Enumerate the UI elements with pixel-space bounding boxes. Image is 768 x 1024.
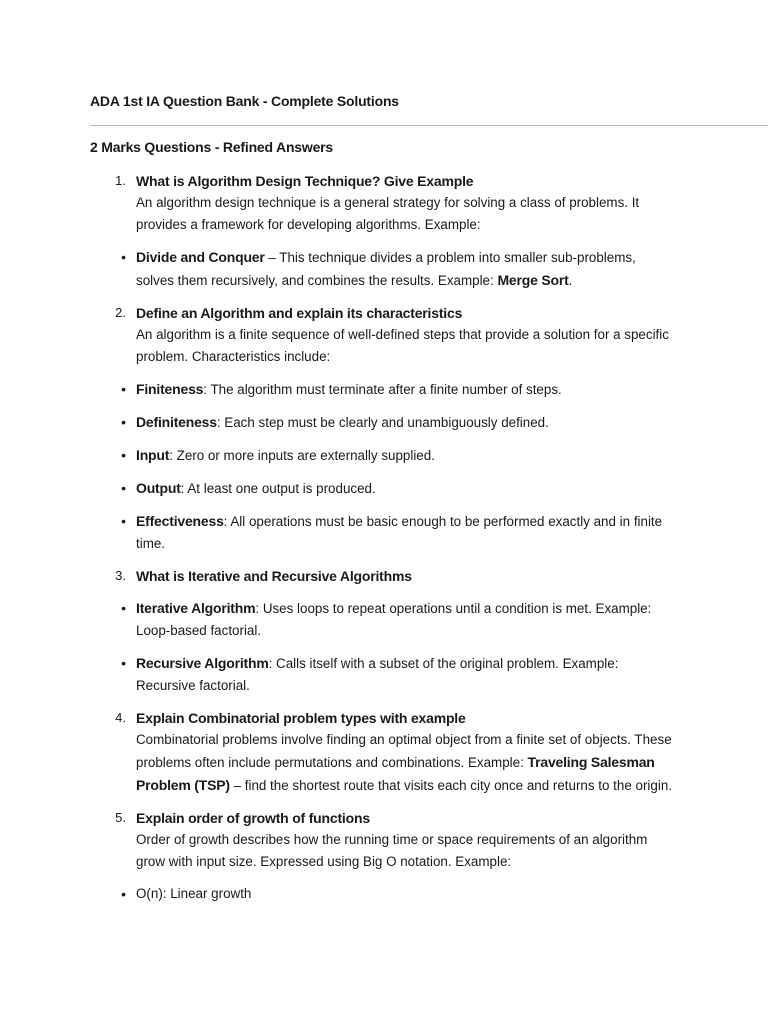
bullet-description: : All operations must be basic enough to be performed exactly and in finite time. xyxy=(136,514,663,551)
bullet-description: : Uses loops to repeat operations until a condition is met. Example: Loop-based factorial. xyxy=(136,601,652,638)
bullet-description: : Zero or more inputs are externally supplied. xyxy=(169,448,435,463)
bullet-item xyxy=(0,411,676,434)
bullet-item xyxy=(0,652,676,697)
document-content xyxy=(0,170,768,905)
document-title: ADA 1st IA Question Bank - Complete Solutions xyxy=(90,93,399,109)
bullet-icon: • xyxy=(121,655,126,671)
question-title: Explain order of growth of functions xyxy=(136,810,370,826)
question-item xyxy=(0,170,676,236)
bullet-item xyxy=(0,444,676,467)
bullet-term: Input xyxy=(136,447,170,463)
question-body xyxy=(136,729,676,797)
bullet-text xyxy=(136,597,676,642)
bullet-term: Output xyxy=(136,480,181,496)
question-body-text: Combinatorial problems involve finding an optimal object from a finite set of objects. These problems often include permutations and combinations. Example: xyxy=(136,732,672,770)
bullet-term: Divide and Conquer xyxy=(136,249,265,265)
bullet-description: : Each step must be clearly and unambiguously defined. xyxy=(216,415,549,430)
list-number: 1. xyxy=(115,173,126,188)
question-body: An algorithm design technique is a general strategy for solving a class of problems. It provides a framework for developing algorithms. Example: xyxy=(136,195,640,232)
bullet-text xyxy=(136,444,676,467)
bullet-term: Recursive Algorithm xyxy=(136,655,269,671)
bullet-text xyxy=(136,652,676,697)
bullet-item xyxy=(0,477,676,500)
bullet-text xyxy=(136,378,676,401)
bullet-description: – This technique divides a problem into smaller sub-problems, solves them recursively, and combines the results. Example: xyxy=(136,250,636,288)
bullet-icon: • xyxy=(121,414,126,430)
bullet-text xyxy=(136,246,676,292)
bullet-item xyxy=(0,246,676,292)
question-title: What is Algorithm Design Technique? Give Example xyxy=(136,173,474,189)
bullet-text: O(n): Linear growth xyxy=(136,886,252,901)
bullet-icon: • xyxy=(121,447,126,463)
bullet-term: Finiteness xyxy=(136,381,204,397)
bullet-icon: • xyxy=(121,381,126,397)
list-number: 4. xyxy=(115,710,126,725)
bullet-description: : At least one output is produced. xyxy=(180,481,376,496)
bullet-icon: • xyxy=(121,249,126,265)
question-item xyxy=(0,807,676,873)
bullet-icon: • xyxy=(121,513,126,529)
bullet-icon: • xyxy=(121,480,126,496)
list-number: 2. xyxy=(115,305,126,320)
bullet-term: Definiteness xyxy=(136,414,217,430)
bullet-emphasis: Merge Sort xyxy=(497,272,569,288)
question-item xyxy=(0,565,676,587)
question-item xyxy=(0,302,676,368)
bullet-punctuation: . xyxy=(568,273,573,288)
list-number: 3. xyxy=(115,568,126,583)
question-title: What is Iterative and Recursive Algorithms xyxy=(136,568,412,584)
question-title: Define an Algorithm and explain its characteristics xyxy=(136,305,463,321)
bullet-item xyxy=(0,597,676,642)
bullet-item xyxy=(0,510,676,555)
bullet-term: Effectiveness xyxy=(136,513,224,529)
bullet-description: : The algorithm must terminate after a finite number of steps. xyxy=(203,382,562,397)
bullet-text xyxy=(136,411,676,434)
bullet-description: : Calls itself with a subset of the original problem. Example: Recursive factorial. xyxy=(136,656,619,693)
question-item xyxy=(0,707,676,797)
question-body-emphasis: Traveling Salesman Problem (TSP) xyxy=(136,754,655,793)
bullet-icon: • xyxy=(121,886,126,902)
title-divider xyxy=(90,125,768,126)
bullet-text xyxy=(136,477,676,500)
question-body: An algorithm is a finite sequence of well-defined steps that provide a solution for a specific problem. Characteristics include: xyxy=(136,327,669,364)
list-number: 5. xyxy=(115,810,126,825)
section-heading: 2 Marks Questions - Refined Answers xyxy=(90,139,333,155)
bullet-icon: • xyxy=(121,600,126,616)
question-body-tail: – find the shortest route that visits each city once and returns to the origin. xyxy=(229,778,672,793)
bullet-item xyxy=(0,883,676,905)
bullet-term: Iterative Algorithm xyxy=(136,600,256,616)
question-title: Explain Combinatorial problem types with example xyxy=(136,710,466,726)
bullet-text xyxy=(136,510,676,555)
question-body: Order of growth describes how the running time or space requirements of an algorithm grow with input size. Expressed using Big O notation. Example: xyxy=(136,832,648,869)
bullet-item xyxy=(0,378,676,401)
